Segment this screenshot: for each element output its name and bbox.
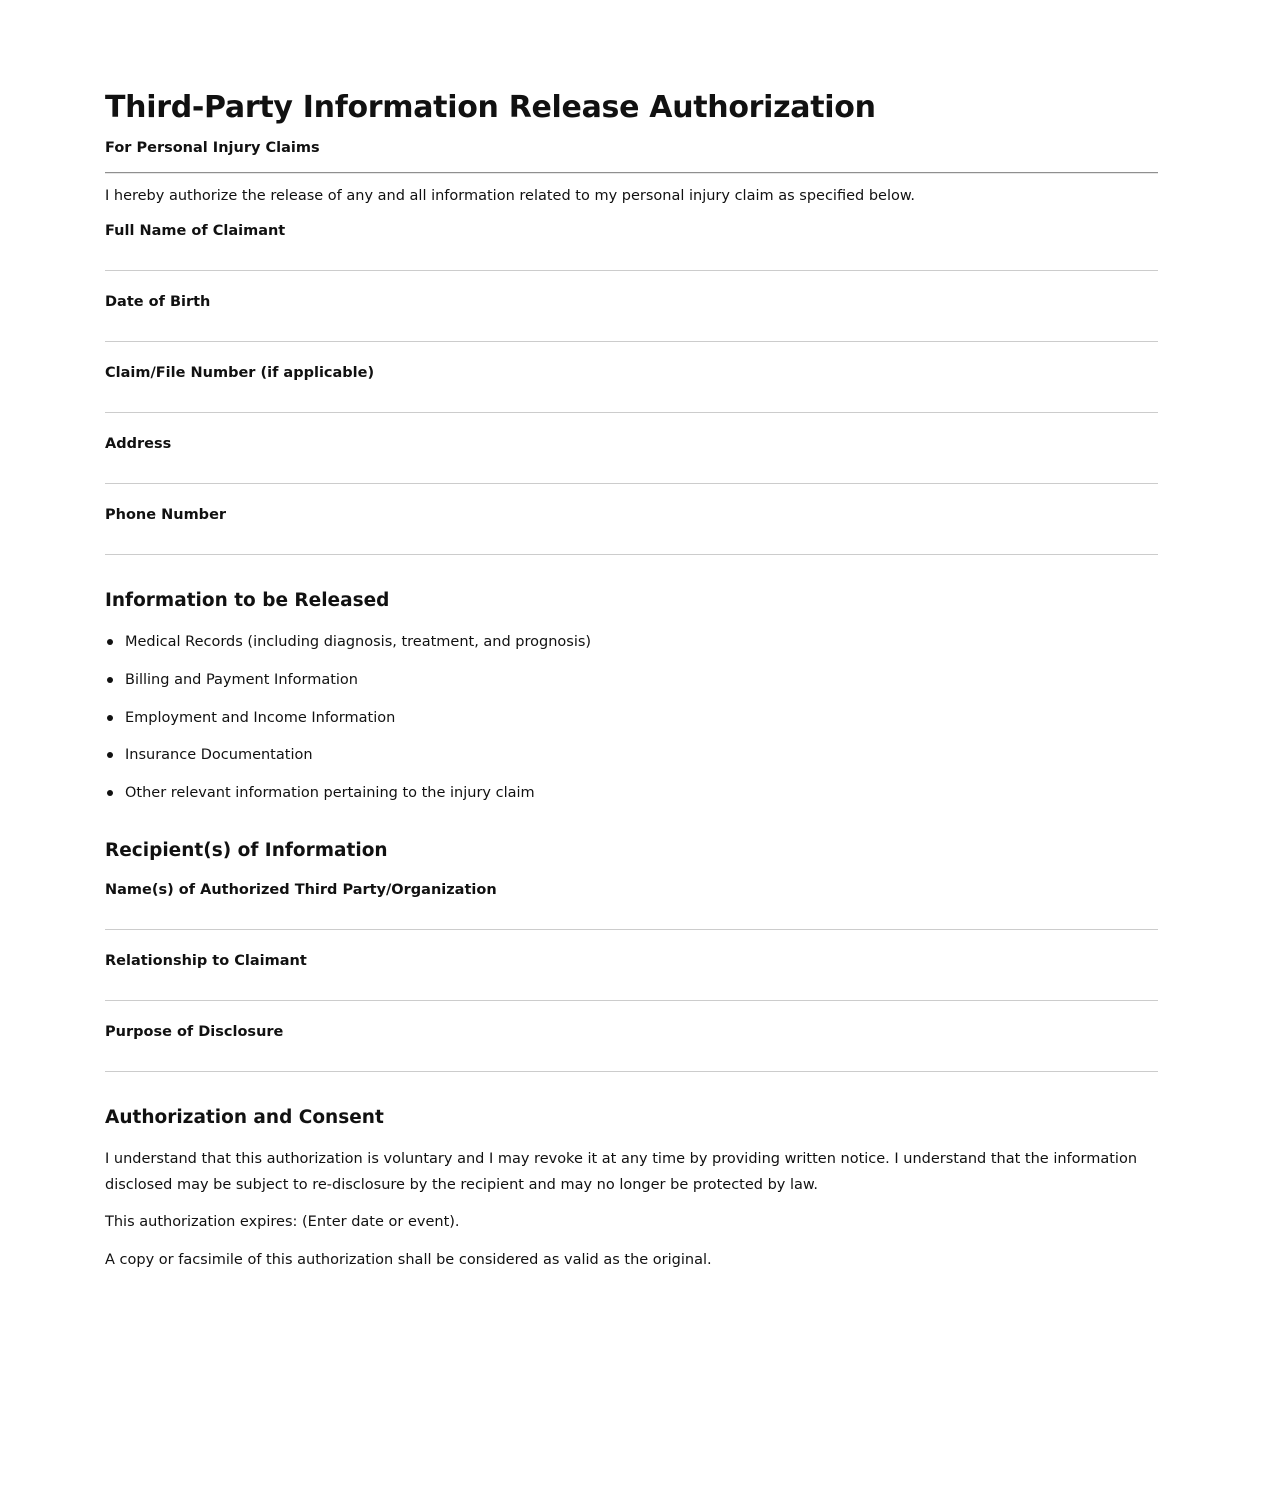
bullet-icon	[107, 715, 113, 721]
list-item-text: Other relevant information pertaining to the injury claim	[125, 785, 535, 801]
page-title: Third-Party Information Release Authorization	[105, 90, 876, 125]
list-item	[105, 631, 591, 669]
signature-line[interactable]	[105, 483, 1158, 484]
list-item-text: Medical Records (including diagnosis, treatment, and prognosis)	[125, 634, 592, 650]
information-list	[105, 631, 591, 820]
list-item	[105, 782, 591, 820]
list-item	[105, 744, 591, 782]
field-label: Date of Birth	[105, 294, 211, 310]
intro-statement: I hereby authorize the release of any and all information related to my personal injury claim as specified below.	[105, 188, 915, 204]
field-label: Full Name of Claimant	[105, 223, 286, 239]
field-label: Claim/File Number (if applicable)	[105, 365, 375, 381]
field-label: Relationship to Claimant	[105, 953, 307, 969]
consent-paragraph: I understand that this authorization is voluntary and I may revoke it at any time by providing written notice. I understand that the information disclosed may be subject to re-disclosure by the recipient and may no longer be protected by law.	[105, 1151, 1138, 1193]
list-item-text: Billing and Payment Information	[125, 671, 358, 688]
signature-line[interactable]	[105, 341, 1158, 342]
section-heading-consent: Authorization and Consent	[105, 1107, 384, 1128]
bullet-icon	[107, 639, 113, 645]
section-heading-information: Information to be Released	[105, 590, 390, 611]
header-divider	[105, 172, 1158, 174]
list-item-text: Insurance Documentation	[125, 747, 313, 764]
field-label: Address	[105, 436, 172, 452]
field-label: Phone Number	[105, 507, 227, 523]
list-item	[105, 707, 591, 745]
field-label: Purpose of Disclosure	[105, 1024, 284, 1040]
signature-line[interactable]	[105, 554, 1158, 555]
expiration-statement: This authorization expires: (Enter date or event).	[105, 1214, 460, 1230]
bullet-icon	[107, 677, 113, 683]
list-item-text: Employment and Income Information	[125, 709, 396, 726]
signature-line[interactable]	[105, 412, 1158, 413]
bullet-icon	[107, 752, 113, 758]
signature-line[interactable]	[105, 1071, 1158, 1072]
list-item	[105, 669, 591, 707]
bullet-icon	[107, 790, 113, 796]
copy-validity-statement: A copy or facsimile of this authorization shall be considered as valid as the original.	[105, 1252, 712, 1268]
section-heading-recipients: Recipient(s) of Information	[105, 840, 388, 861]
page-subtitle: For Personal Injury Claims	[105, 140, 320, 156]
signature-line[interactable]	[105, 270, 1158, 271]
signature-line[interactable]	[105, 929, 1158, 930]
signature-line[interactable]	[105, 1000, 1158, 1001]
field-label: Name(s) of Authorized Third Party/Organization	[105, 882, 497, 898]
